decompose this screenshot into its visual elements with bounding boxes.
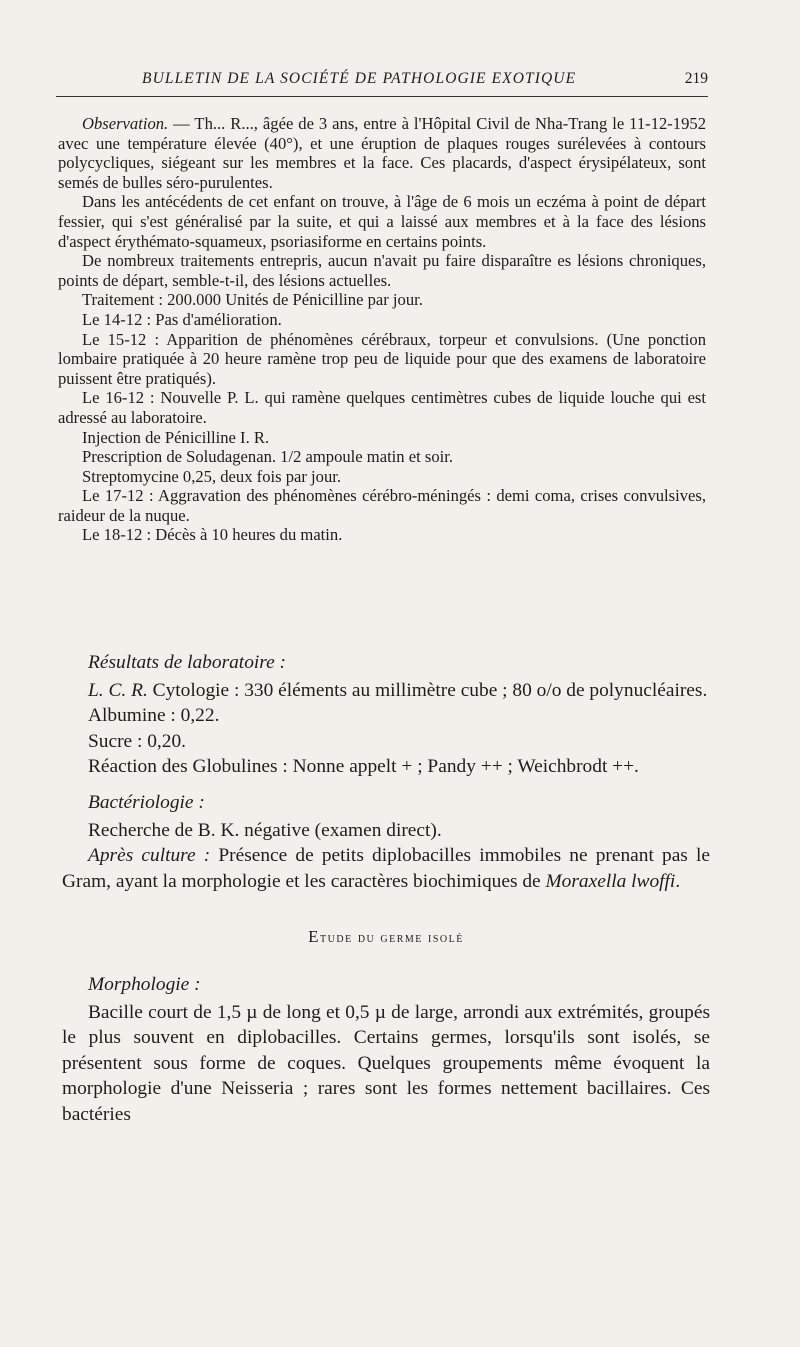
culture-paragraph — [62, 843, 710, 894]
observation-section — [58, 114, 706, 545]
observation-text: — Th... R..., âgée de 3 ans, entre à l'Hôpital Civil de Nha-Trang le 11-12-1952 avec une température élevée (40°), et une éruption de plaques rouges surélevées à contours polycycliques, siégeant sur les membres et la face. Ces placards, d'aspect érysipélateux, sont semés de bulles séro-purulentes. — [58, 114, 706, 192]
results-heading: Résultats de laboratoire : — [88, 652, 287, 673]
culture-end: . — [675, 870, 681, 892]
results-section — [62, 650, 710, 1128]
globulines-paragraph — [62, 754, 710, 780]
day-16-paragraph: Le 16-12 : Nouvelle P. L. qui ramène quelques centimètres cubes de liquide louche qui est adressé au laboratoire. — [58, 388, 706, 427]
species-name: Moraxella lwoffi — [545, 870, 676, 892]
morphology-paragraph: Bacille court de 1,5 µ de long et 0,5 µ de large, arrondi aux extrémités, groupés le plus souvent en diplobacilles. Certains germes, lorsqu'ils sont isolés, se présentent sous forme de coques. Quelques groupements même évoquent la morphologie d'une Neisseria ; rares sont les formes nettement bacillaires. Ces bactéries — [62, 1001, 710, 1125]
treatment-line: Traitement : 200.000 Unités de Pénicilline par jour. — [82, 290, 423, 310]
morphology-heading: Morphologie : — [88, 973, 201, 995]
page-number: 219 — [684, 70, 708, 87]
section-title — [62, 924, 710, 952]
lcr-label: L. C. R. — [88, 679, 148, 701]
reaction-text: : Nonne appelt + ; Pandy ++ ; Weichbrodt ++. — [277, 756, 639, 778]
day-18-line: Le 18-12 : Décès à 10 heures du matin. — [82, 525, 343, 545]
reaction-label: Réaction des Globulines — [88, 756, 278, 778]
running-title: BULLETIN DE LA SOCIÉTÉ DE PATHOLOGIE EXOTIQUE — [142, 70, 577, 87]
bacteriology-heading: Bactériologie : — [88, 791, 205, 813]
page-header — [56, 66, 708, 97]
antecedents-paragraph: Dans les antécédents de cet enfant on trouve, à l'âge de 6 mois un eczéma à point de départ fessier, qui s'est généralisé par la suite, et qui a laissé aux membres et à la face des lésions d'aspect érythémato-squameux, psoriasiforme en certains points. — [58, 192, 706, 251]
day-14-line: Le 14-12 : Pas d'amélioration. — [82, 309, 282, 329]
streptomycine-line: Streptomycine 0,25, deux fois par jour. — [82, 466, 342, 486]
section-title-rest: tude du germe isolé — [320, 930, 464, 947]
recherche-line: Recherche de B. K. négative (examen direct). — [88, 819, 442, 841]
lcr-text: Cytologie : 330 éléments au millimètre cube ; 80 o/o de polynucléaires. — [147, 679, 708, 701]
lcr-paragraph — [62, 678, 710, 704]
albumine-line: Albumine : 0,22. — [88, 705, 220, 727]
section-title-initial: E — [308, 927, 321, 947]
treatments-paragraph: De nombreux traitements entrepris, aucun n'avait pu faire disparaître es lésions chroniques, points de départ, semble-t-il, des lésions actuelles. — [58, 251, 706, 290]
prescription-line: Prescription de Soludagenan. 1/2 ampoule matin et soir. — [82, 447, 453, 467]
day-17-paragraph: Le 17-12 : Aggravation des phénomènes cérébro-méningés : demi coma, crises convulsives, raideur de la nuque. — [58, 486, 706, 525]
observation-paragraph — [58, 114, 706, 192]
observation-label: Observation. — [82, 114, 169, 133]
culture-text: Présence de petits diplobacilles immobiles ne prenant pas le Gram, ayant la morphologie et les caractères biochimiques de — [62, 845, 710, 892]
day-15-paragraph: Le 15-12 : Apparition de phénomènes cérébraux, torpeur et convulsions. (Une ponction lombaire pratiquée à 20 heure ramène trop peu de liquide pour que des examens de laboratoire puissent être pratiqués). — [58, 329, 706, 388]
injection-line: Injection de Pénicilline I. R. — [82, 427, 270, 447]
sucre-line: Sucre : 0,20. — [88, 730, 187, 752]
culture-label: Après culture : — [88, 845, 211, 867]
